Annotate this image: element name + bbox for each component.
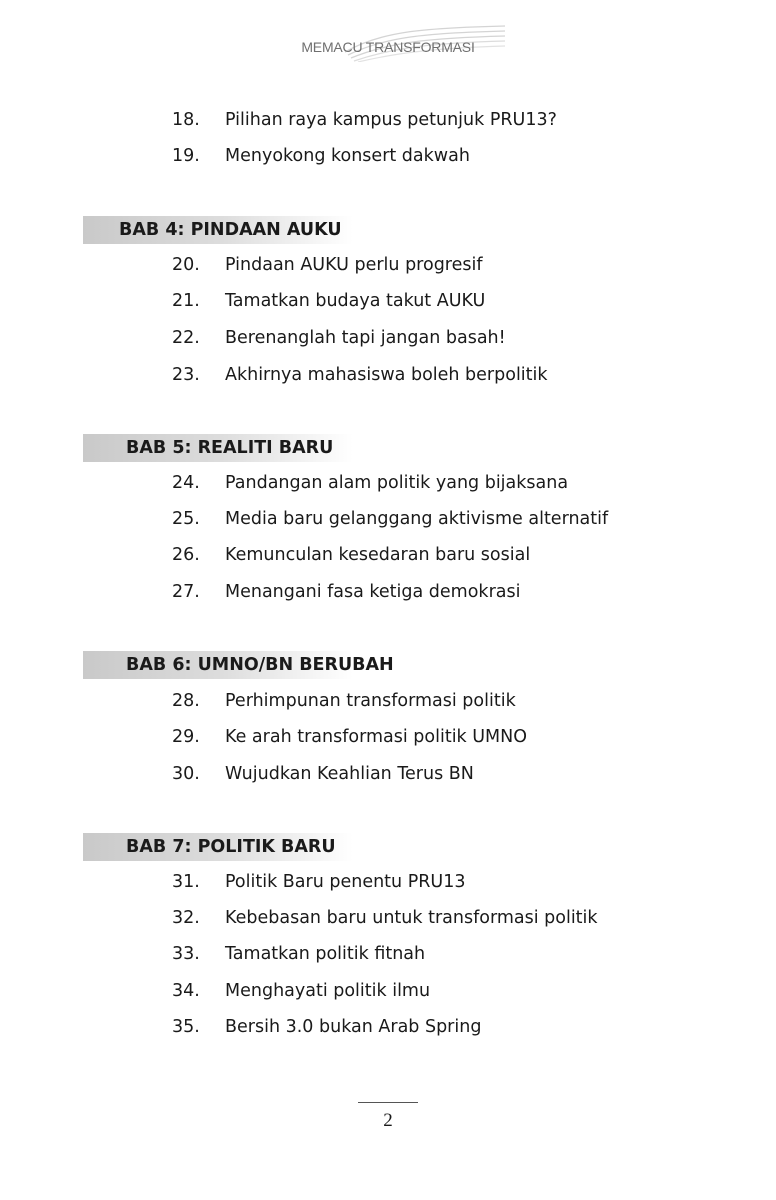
list-item xyxy=(0,977,776,1005)
list-item xyxy=(0,578,776,606)
item-number: 32. xyxy=(172,908,200,928)
list-item xyxy=(0,1013,776,1041)
list-item xyxy=(0,940,776,968)
list-item xyxy=(0,251,776,279)
list-item xyxy=(0,287,776,315)
item-title: Tamatkan politik fitnah xyxy=(225,944,426,964)
list-item xyxy=(0,868,776,896)
item-title: Menyokong konsert dakwah xyxy=(225,146,470,166)
item-number: 25. xyxy=(172,509,200,529)
item-number: 35. xyxy=(172,1017,200,1037)
item-number: 22. xyxy=(172,328,200,348)
item-number: 21. xyxy=(172,291,200,311)
item-title: Bersih 3.0 bukan Arab Spring xyxy=(225,1017,482,1037)
list-item xyxy=(0,687,776,715)
item-title: Menangani fasa ketiga demokrasi xyxy=(225,582,521,602)
item-title: Pindaan AUKU perlu progresif xyxy=(225,255,483,275)
item-number: 18. xyxy=(172,110,200,130)
item-number: 24. xyxy=(172,473,200,493)
item-number: 34. xyxy=(172,981,200,1001)
item-title: Politik Baru penentu PRU13 xyxy=(225,872,466,892)
chapter-heading-text: BAB 6: UMNO/BN BERUBAH xyxy=(126,655,394,675)
list-item xyxy=(0,142,776,170)
item-number: 20. xyxy=(172,255,200,275)
list-item xyxy=(0,361,776,389)
list-item xyxy=(0,324,776,352)
item-title: Berenanglah tapi jangan basah! xyxy=(225,328,506,348)
item-number: 33. xyxy=(172,944,200,964)
item-number: 28. xyxy=(172,691,200,711)
footer-rule xyxy=(358,1102,418,1103)
item-number: 26. xyxy=(172,545,200,565)
item-number: 27. xyxy=(172,582,200,602)
chapter-heading xyxy=(83,434,353,462)
item-number: 29. xyxy=(172,727,200,747)
chapter-heading xyxy=(83,216,353,244)
list-item xyxy=(0,469,776,497)
list-item xyxy=(0,760,776,788)
item-number: 19. xyxy=(172,146,200,166)
item-title: Pandangan alam politik yang bijaksana xyxy=(225,473,569,493)
item-title: Kemunculan kesedaran baru sosial xyxy=(225,545,531,565)
item-title: Kebebasan baru untuk transformasi politik xyxy=(225,908,598,928)
item-title: Perhimpunan transformasi politik xyxy=(225,691,516,711)
item-number: 30. xyxy=(172,764,200,784)
chapter-heading-text: BAB 5: REALITI BARU xyxy=(126,438,334,458)
chapter-heading-text: BAB 7: POLITIK BARU xyxy=(126,837,336,857)
list-item xyxy=(0,106,776,134)
item-title: Wujudkan Keahlian Terus BN xyxy=(225,764,474,784)
item-number: 23. xyxy=(172,365,200,385)
item-title: Tamatkan budaya takut AUKU xyxy=(225,291,486,311)
chapter-heading xyxy=(83,651,394,679)
item-title: Akhirnya mahasiswa boleh berpolitik xyxy=(225,365,548,385)
running-title: MEMACU TRANSFORMASI xyxy=(301,39,475,55)
chapter-heading-text: BAB 4: PINDAAN AUKU xyxy=(119,220,342,240)
item-title: Menghayati politik ilmu xyxy=(225,981,431,1001)
item-title: Pilihan raya kampus petunjuk PRU13? xyxy=(225,110,557,130)
list-item xyxy=(0,505,776,533)
item-number: 31. xyxy=(172,872,200,892)
list-item xyxy=(0,541,776,569)
page-number: 2 xyxy=(383,1110,393,1131)
item-title: Media baru gelanggang aktivisme alternatif xyxy=(225,509,609,529)
item-title: Ke arah transformasi politik UMNO xyxy=(225,727,528,747)
list-item xyxy=(0,904,776,932)
running-header xyxy=(0,36,776,66)
chapter-heading xyxy=(83,833,353,861)
list-item xyxy=(0,723,776,751)
